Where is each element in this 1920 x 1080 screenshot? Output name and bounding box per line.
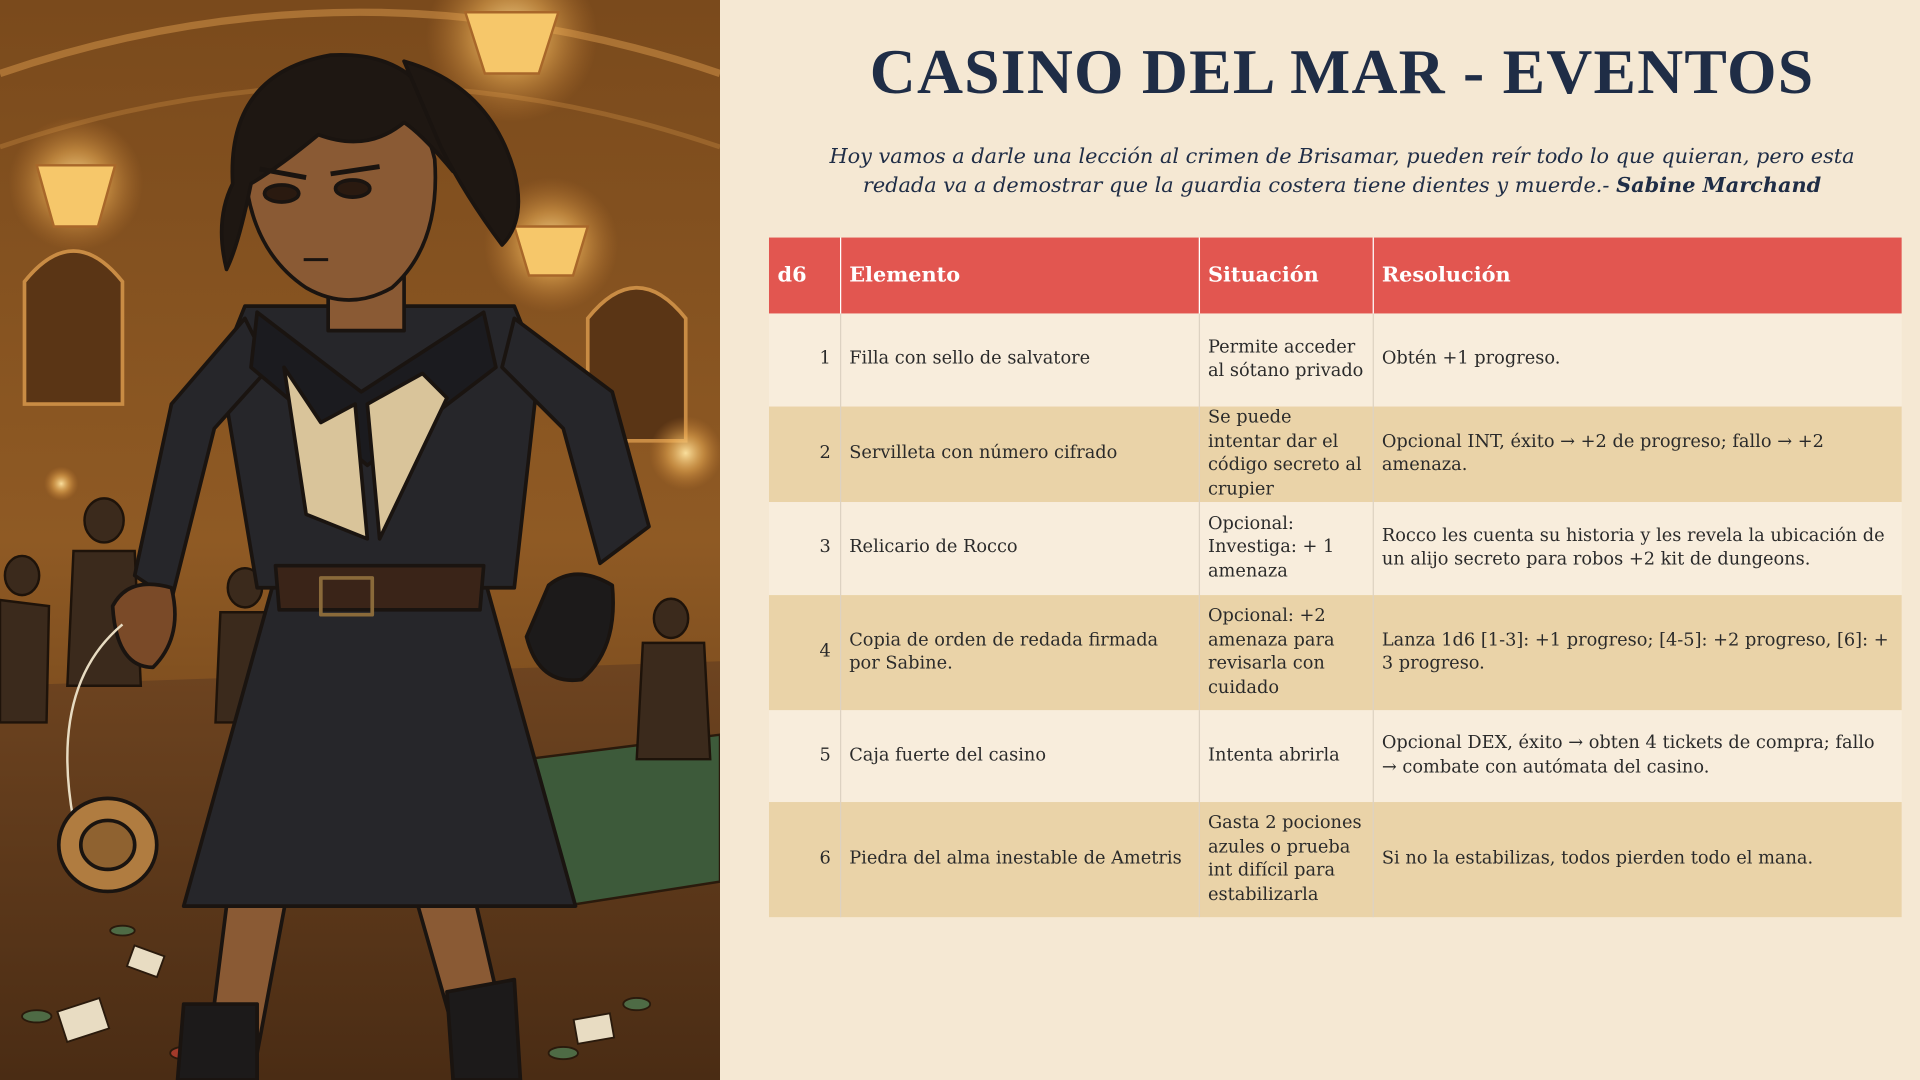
- elemento-cell: Piedra del alma inestable de Ametris: [840, 802, 1199, 917]
- table-row: [769, 502, 1902, 595]
- header-elemento: Elemento: [840, 238, 1199, 314]
- elemento-cell: Relicario de Rocco: [840, 502, 1199, 595]
- resolucion-cell: Opcional INT, éxito → +2 de progreso; fallo → +2 amenaza.: [1373, 407, 1902, 503]
- resolucion-cell: Obtén +1 progreso.: [1373, 313, 1902, 406]
- situacion-cell: Opcional: +2 amenaza para revisarla con cuidado: [1199, 595, 1373, 710]
- table-row: [769, 595, 1902, 710]
- elemento-cell: Copia de orden de redada firmada por Sabine.: [840, 595, 1199, 710]
- header-resolucion: Resolución: [1373, 238, 1902, 314]
- header-situacion: Situación: [1199, 238, 1373, 314]
- epigraph-quote: [813, 142, 1871, 201]
- events-table: [769, 238, 1902, 918]
- header-d6: d6: [769, 238, 840, 314]
- situacion-cell: Opcional: Investiga: + 1 amenaza: [1199, 502, 1373, 595]
- roll-cell: 3: [769, 502, 840, 595]
- situacion-cell: Se puede intentar dar el código secreto al crupier: [1199, 407, 1373, 503]
- table-row: [769, 710, 1902, 802]
- situacion-cell: Gasta 2 pociones azules o prueba int difícil para estabilizarla: [1199, 802, 1373, 917]
- roll-cell: 1: [769, 313, 840, 406]
- casino-raid-illustration: [0, 0, 720, 1080]
- roll-cell: 6: [769, 802, 840, 917]
- elemento-cell: Caja fuerte del casino: [840, 710, 1199, 802]
- resolucion-cell: Si no la estabilizas, todos pierden todo el mana.: [1373, 802, 1902, 917]
- resolucion-cell: Opcional DEX, éxito → obten 4 tickets de compra; fallo → combate con autómata del casino.: [1373, 710, 1902, 802]
- table-row: [769, 313, 1902, 406]
- quote-author: Sabine Marchand: [1616, 173, 1822, 199]
- resolucion-cell: Lanza 1d6 [1-3]: +1 progreso; [4-5]: +2 progreso, [6]: + 3 progreso.: [1373, 595, 1902, 710]
- situacion-cell: Permite acceder al sótano privado: [1199, 313, 1373, 406]
- situacion-cell: Intenta abrirla: [1199, 710, 1373, 802]
- roll-cell: 2: [769, 407, 840, 503]
- quote-text: Hoy vamos a darle una lección al crimen de Brisamar, pueden reír todo lo que quieran, pero esta redada va a demostrar que la guardia costera tiene dientes y muerde.-: [829, 144, 1855, 199]
- elemento-cell: Filla con sello de salvatore: [840, 313, 1199, 406]
- table-row: [769, 407, 1902, 503]
- table-row: [769, 802, 1902, 917]
- resolucion-cell: Rocco les cuenta su historia y les revela la ubicación de un alijo secreto para robos +2 kit de dungeons.: [1373, 502, 1902, 595]
- elemento-cell: Servilleta con número cifrado: [840, 407, 1199, 503]
- events-panel: [720, 0, 1920, 1080]
- roll-cell: 4: [769, 595, 840, 710]
- page-title: CASINO DEL MAR - EVENTOS: [869, 37, 1815, 108]
- table-header-row: [769, 238, 1902, 314]
- roll-cell: 5: [769, 710, 840, 802]
